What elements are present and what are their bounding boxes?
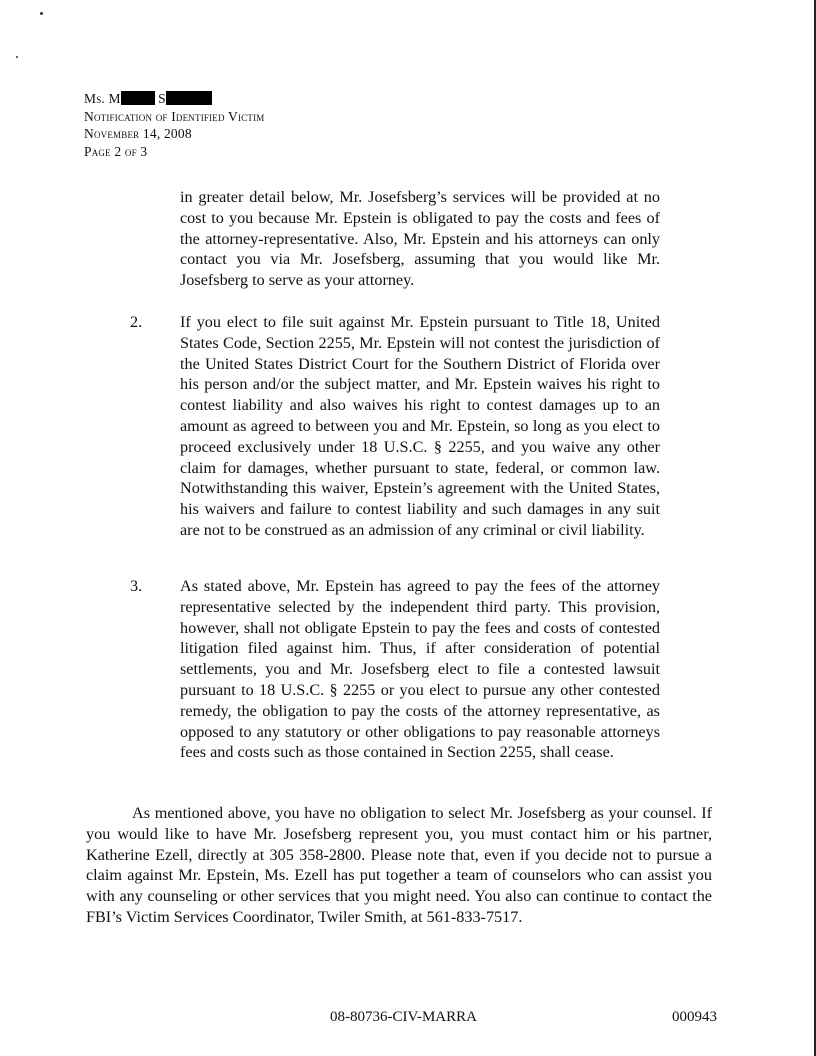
redaction-block xyxy=(121,91,155,105)
recipient-line xyxy=(84,90,264,108)
item-number: 3. xyxy=(130,577,143,595)
page-indicator: Page 2 of 3 xyxy=(84,143,148,159)
scan-speck xyxy=(16,56,18,58)
item-number: 2. xyxy=(130,313,143,331)
letter-header xyxy=(84,90,264,160)
scan-speck xyxy=(40,12,43,15)
closing-paragraph: As mentioned above, you have no obligation to select Mr. Josefsberg as your counsel. If you would like to have Mr. Josefsberg represent you, you must contact him or his partner, Katherine Ezell, directly at 305 358-2800. Please note that, even if you decide not to pursue a claim against Mr. Epstein, Ms. Ezell has put together a team of counselors who can assist you with any counseling or other services that you might need. You also can continue to contact the FBI’s Victim Services Coordinator, Twiler Smith, at 561-833-7517. xyxy=(86,804,712,926)
letter-date: November 14, 2008 xyxy=(84,126,192,141)
redaction-block xyxy=(166,91,212,105)
recipient-prefix: Ms. M xyxy=(84,91,121,106)
item-text: If you elect to file suit against Mr. Epstein pursuant to Title 18, United States Code, Section 2255, Mr. Epstein will not contest the jurisdiction of the United States District Court for the Southern District of Florida over his person and/or the subject matter, and Mr. Epstein waives his right to contest liability and also waives his right to contest damages up to an amount as agreed to between you and Mr. Epstein, so long as you elect to proceed exclusively under 18 U.S.C. § 2255, and you waive any other claim for damages, whether pursuant to state, federal, or common law. Notwithstanding this waiver, Epstein’s agreement with the United States, his waivers and failure to contest liability and such damages in any suit are not to be construed as an admission of any criminal or civil liability. xyxy=(180,313,660,539)
continuation-paragraph: in greater detail below, Mr. Josefsberg’s services will be provided at no cost to you because Mr. Epstein is obligated to pay the costs and fees of the attorney-representative. Also, Mr. Epstein and his attorneys can only contact you via Mr. Josefsberg, assuming that you would like Mr. Josefsberg to serve as your attorney. xyxy=(180,188,660,290)
case-number: 08-80736-CIV-MARRA xyxy=(330,1009,477,1025)
bates-number: 000943 xyxy=(672,1009,717,1025)
item-text: As stated above, Mr. Epstein has agreed to pay the fees of the attorney representative selected by the independent third party. This provision, however, shall not obligate Epstein to pay the fees and costs of contested litigation filed against him. Thus, if after consideration of potential settlements, you and Mr. Josefsberg elect to file a contested lawsuit pursuant to 18 U.S.C. § 2255 or you elect to pursue any other contested remedy, the obligation to pay the costs of the attorney representative, as opposed to any statutory or other obligations to pay reasonable attorneys fees and costs such as those contained in Section 2255, shall cease. xyxy=(180,577,660,762)
recipient-mid: S xyxy=(158,91,166,106)
letter-subject: Notification of Identified Victim xyxy=(84,108,265,124)
